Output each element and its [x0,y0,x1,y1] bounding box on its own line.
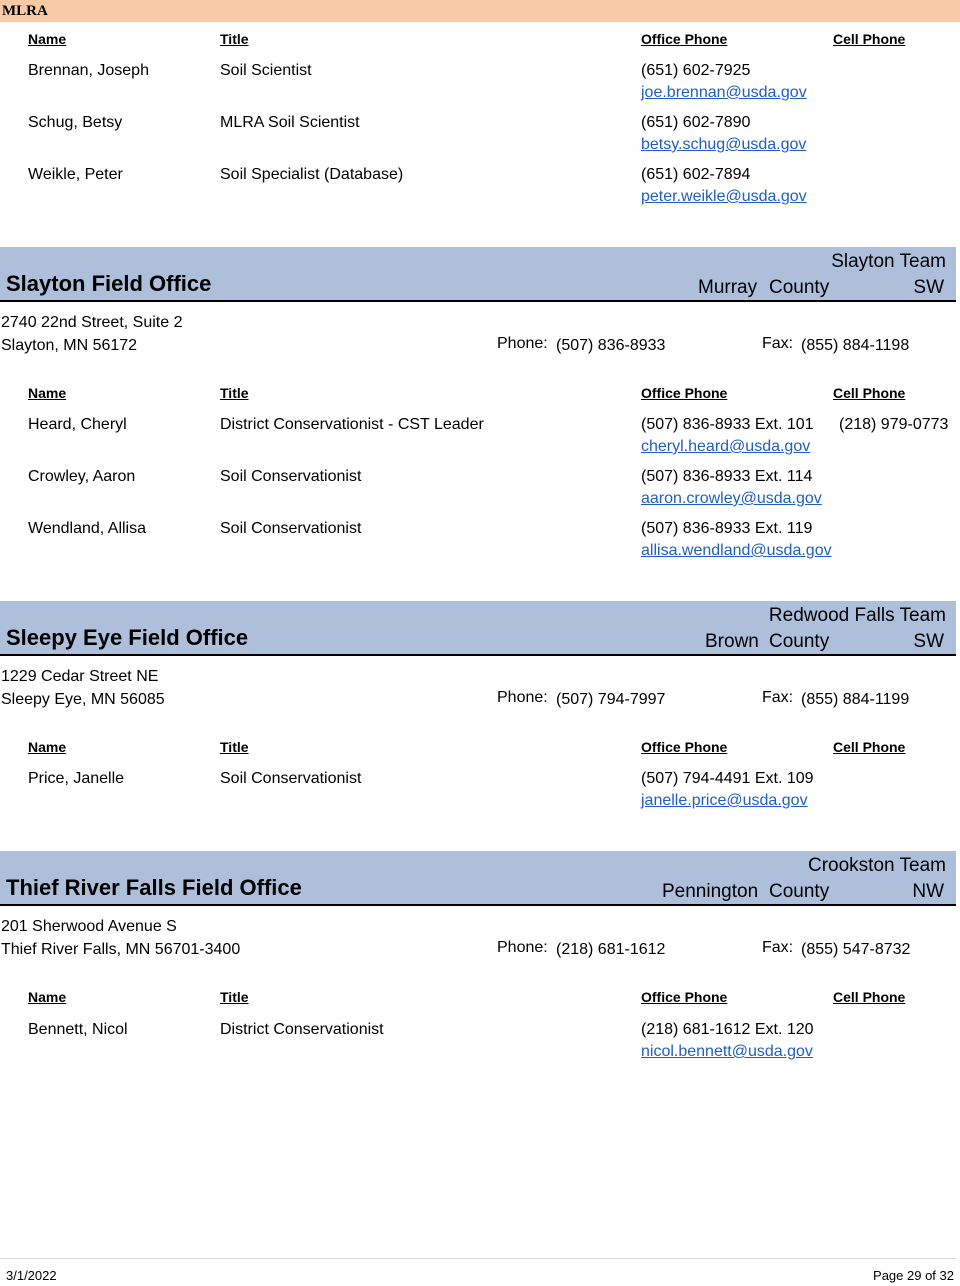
col-header-cell-phone: Cell Phone [833,739,906,755]
region-code: SW [913,277,944,298]
staff-name: Heard, Cheryl [28,416,127,433]
county-name: Murray [698,277,758,298]
address-line-2: Thief River Falls, MN 56701-3400 [1,941,241,958]
region-code: NW [912,881,944,902]
staff-office-phone: (651) 602-7894 [641,166,751,183]
office-header-bar [0,247,956,302]
office-name: Thief River Falls Field Office [6,875,302,900]
col-header-cell-phone: Cell Phone [833,385,906,401]
staff-name: Bennett, Nicol [28,1021,128,1038]
footer-divider [0,1258,956,1259]
staff-email-link[interactable]: aaron.crowley@usda.gov [641,490,822,507]
staff-email-link[interactable]: allisa.wendland@usda.gov [641,542,832,559]
address-line-1: 1229 Cedar Street NE [1,668,159,685]
footer-page-number: Page 29 of 32 [873,1268,954,1283]
fax-label: Fax: [762,689,794,706]
staff-office-phone: (507) 836-8933 Ext. 119 [641,520,813,537]
footer-date: 3/1/2022 [6,1268,57,1283]
office-name: Slayton Field Office [6,271,212,296]
office-phone-number: (507) 836-8933 [556,337,666,354]
address-line-1: 201 Sherwood Avenue S [1,918,177,935]
staff-email-link[interactable]: betsy.schug@usda.gov [641,136,807,153]
col-header-title: Title [220,739,249,755]
staff-email-link[interactable]: joe.brennan@usda.gov [641,84,807,101]
col-header-title: Title [220,989,249,1005]
staff-email-link[interactable]: janelle.price@usda.gov [641,792,808,809]
office-header-bar [0,851,956,906]
col-header-name: Name [28,31,67,47]
staff-name: Schug, Betsy [28,114,123,131]
phone-label: Phone: [497,335,548,352]
col-header-title: Title [220,31,249,47]
staff-email-link[interactable]: peter.weikle@usda.gov [641,188,807,205]
staff-email-link[interactable]: cheryl.heard@usda.gov [641,438,811,455]
county-name: Pennington [662,881,759,902]
col-header-title: Title [220,385,249,401]
team-name: Redwood Falls Team [768,605,946,626]
staff-title: District Conservationist - CST Leader [220,416,484,433]
col-header-cell-phone: Cell Phone [833,989,906,1005]
mlra-section-title: MLRA [2,3,48,19]
county-label: County [769,631,830,652]
staff-office-phone: (651) 602-7890 [641,114,751,131]
staff-office-phone: (218) 681-1612 Ext. 120 [641,1021,814,1038]
col-header-office-phone: Office Phone [641,989,728,1005]
staff-title: Soil Conservationist [220,468,362,485]
staff-title: MLRA Soil Scientist [220,114,360,131]
staff-office-phone: (507) 836-8933 Ext. 101 [641,416,814,433]
staff-title: Soil Conservationist [220,520,362,537]
office-name: Sleepy Eye Field Office [6,625,249,650]
staff-name: Crowley, Aaron [28,468,136,485]
mlra-header-bar [0,0,960,22]
team-name: Slayton Team [831,251,946,272]
col-header-cell-phone: Cell Phone [833,31,906,47]
staff-title: Soil Specialist (Database) [220,166,404,183]
col-header-office-phone: Office Phone [641,31,728,47]
office-phone-number: (507) 794-7997 [556,691,666,708]
staff-title: District Conservationist [220,1021,384,1038]
address-line-2: Sleepy Eye, MN 56085 [1,691,165,708]
staff-name: Weikle, Peter [28,166,123,183]
region-code: SW [913,631,944,652]
phone-label: Phone: [497,939,548,956]
fax-number: (855) 884-1199 [801,691,910,708]
county-label: County [769,277,830,298]
staff-cell-phone: (218) 979-0773 [839,416,949,433]
staff-name: Wendland, Allisa [28,520,146,537]
fax-number: (855) 547-8732 [801,941,911,958]
office-header-bar [0,601,956,656]
phone-label: Phone: [497,689,548,706]
staff-office-phone: (507) 836-8933 Ext. 114 [641,468,813,485]
col-header-name: Name [28,385,67,401]
col-header-office-phone: Office Phone [641,739,728,755]
staff-name: Brennan, Joseph [28,62,149,79]
col-header-office-phone: Office Phone [641,385,728,401]
fax-label: Fax: [762,335,794,352]
staff-email-link[interactable]: nicol.bennett@usda.gov [641,1043,813,1060]
fax-number: (855) 884-1198 [801,337,910,354]
address-line-2: Slayton, MN 56172 [1,337,138,354]
address-line-1: 2740 22nd Street, Suite 2 [1,314,183,331]
staff-office-phone: (651) 602-7925 [641,62,751,79]
staff-office-phone: (507) 794-4491 Ext. 109 [641,770,814,787]
col-header-name: Name [28,739,67,755]
staff-title: Soil Scientist [220,62,312,79]
staff-name: Price, Janelle [28,770,125,787]
col-header-name: Name [28,989,67,1005]
team-name: Crookston Team [808,855,946,876]
county-name: Brown [705,631,759,652]
fax-label: Fax: [762,939,794,956]
staff-title: Soil Conservationist [220,770,362,787]
county-label: County [769,881,830,902]
office-phone-number: (218) 681-1612 [556,941,666,958]
